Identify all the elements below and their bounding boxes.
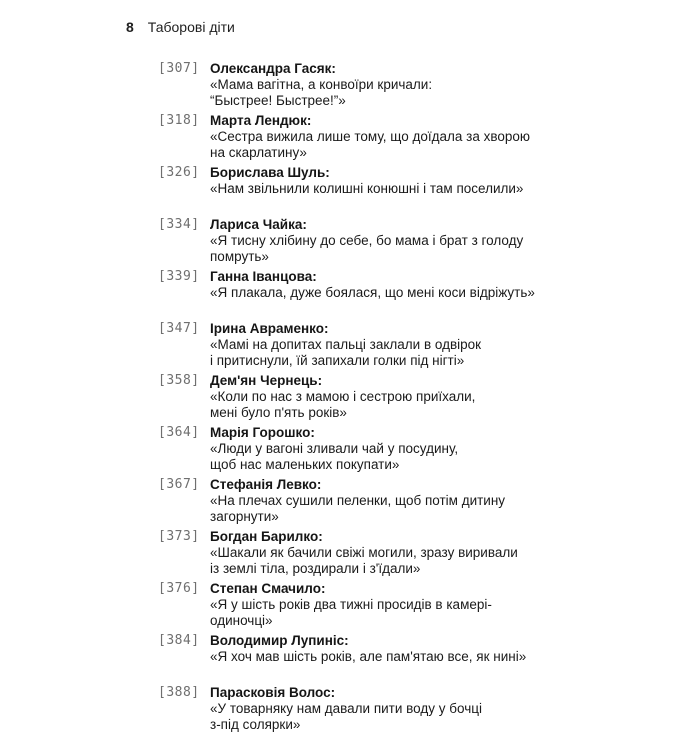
- contents-entry: [158, 633, 538, 685]
- page-number: 8: [126, 19, 134, 35]
- witness-name: Марта Лендюк:: [210, 113, 312, 128]
- page-reference: [318]: [158, 113, 200, 128]
- contents-entry: [158, 529, 538, 581]
- witness-name: Стефанія Левко:: [210, 477, 322, 492]
- entry-body: [210, 113, 540, 161]
- page-reference: [347]: [158, 321, 200, 336]
- entry-body: [210, 217, 540, 265]
- page-reference: [373]: [158, 529, 200, 544]
- witness-quote: «Коли по нас з мамою і сестрою приїхали, мені було п'ять років»: [210, 389, 476, 420]
- contents-entry: [158, 321, 538, 373]
- witness-name: Олександра Гасяк:: [210, 61, 336, 76]
- witness-name: Парасковія Волос:: [210, 685, 336, 700]
- contents-entry: [158, 685, 538, 737]
- witness-quote: «У товарняку нам давали пити воду у бочці з-під солярки»: [210, 701, 482, 732]
- page-reference: [384]: [158, 633, 200, 648]
- witness-quote: «Я у шість років два тижні просидів в камері- одиночці»: [210, 597, 492, 628]
- contents-entry: [158, 477, 538, 529]
- page-reference: [388]: [158, 685, 200, 700]
- page-reference: [334]: [158, 217, 200, 232]
- contents-entry: [158, 61, 538, 113]
- witness-name: Лариса Чайка:: [210, 217, 307, 232]
- witness-name: Ганна Іванцова:: [210, 269, 317, 284]
- witness-name: Дем'ян Чернець:: [210, 373, 323, 388]
- entry-body: [210, 581, 540, 629]
- witness-name: Марія Горошко:: [210, 425, 315, 440]
- page-reference: [367]: [158, 477, 200, 492]
- witness-quote: «Я плакала, дуже боялася, що мені коси відріжуть»: [210, 285, 535, 300]
- page-reference: [307]: [158, 61, 200, 76]
- contents-entry: [158, 217, 538, 269]
- page-reference: [364]: [158, 425, 200, 440]
- witness-quote: «Люди у вагоні зливали чай у посудину, щоб нас маленьких покупати»: [210, 441, 459, 472]
- contents-entry: [158, 113, 538, 165]
- witness-name: Володимир Лупиніс:: [210, 633, 349, 648]
- witness-quote: «Мама вагітна, а конвоїри кричали: “Быстрее! Быстрее!”»: [210, 77, 433, 108]
- witness-quote: «Я тисну хлібину до себе, бо мама і брат з голоду помруть»: [210, 233, 524, 264]
- page-reference: [376]: [158, 581, 200, 596]
- witness-name: Степан Смачило:: [210, 581, 326, 596]
- contents-entry: [158, 425, 538, 477]
- page-reference: [326]: [158, 165, 200, 180]
- entry-body: [210, 633, 540, 665]
- contents-entry: [158, 373, 538, 425]
- entry-body: [210, 61, 540, 109]
- entry-body: [210, 529, 540, 577]
- running-title: Таборові діти: [147, 19, 235, 35]
- witness-quote: «На плечах сушили пеленки, щоб потім дитину загорнути»: [210, 493, 506, 524]
- entry-body: [210, 269, 540, 301]
- entry-body: [210, 373, 540, 421]
- entry-body: [210, 165, 540, 197]
- witness-quote: «Нам звільнили колишні конюшні і там поселили»: [210, 181, 524, 196]
- entry-body: [210, 321, 540, 369]
- page-reference: [339]: [158, 269, 200, 284]
- witness-quote: «Сестра вижила лише тому, що доїдала за хворою на скарлатину»: [210, 129, 531, 160]
- contents-entry: [158, 269, 538, 321]
- witness-name: Борислава Шуль:: [210, 165, 330, 180]
- contents-entry: [158, 581, 538, 633]
- witness-name: Ірина Авраменко:: [210, 321, 329, 336]
- entry-body: [210, 685, 540, 733]
- contents-entry: [158, 165, 538, 217]
- entry-body: [210, 425, 540, 473]
- contents-list: [158, 61, 538, 737]
- page-reference: [358]: [158, 373, 200, 388]
- witness-quote: «Шакали як бачили свіжі могили, зразу виривали із землі тіла, роздирали і з'їдали»: [210, 545, 518, 576]
- page-header: [126, 18, 235, 36]
- witness-name: Богдан Барилко:: [210, 529, 323, 544]
- entry-body: [210, 477, 540, 525]
- witness-quote: «Я хоч мав шість років, але пам'ятаю все, як нині»: [210, 649, 527, 664]
- witness-quote: «Мамі на допитах пальці заклали в одвірок і притиснули, їй запихали голки під нігті»: [210, 337, 482, 368]
